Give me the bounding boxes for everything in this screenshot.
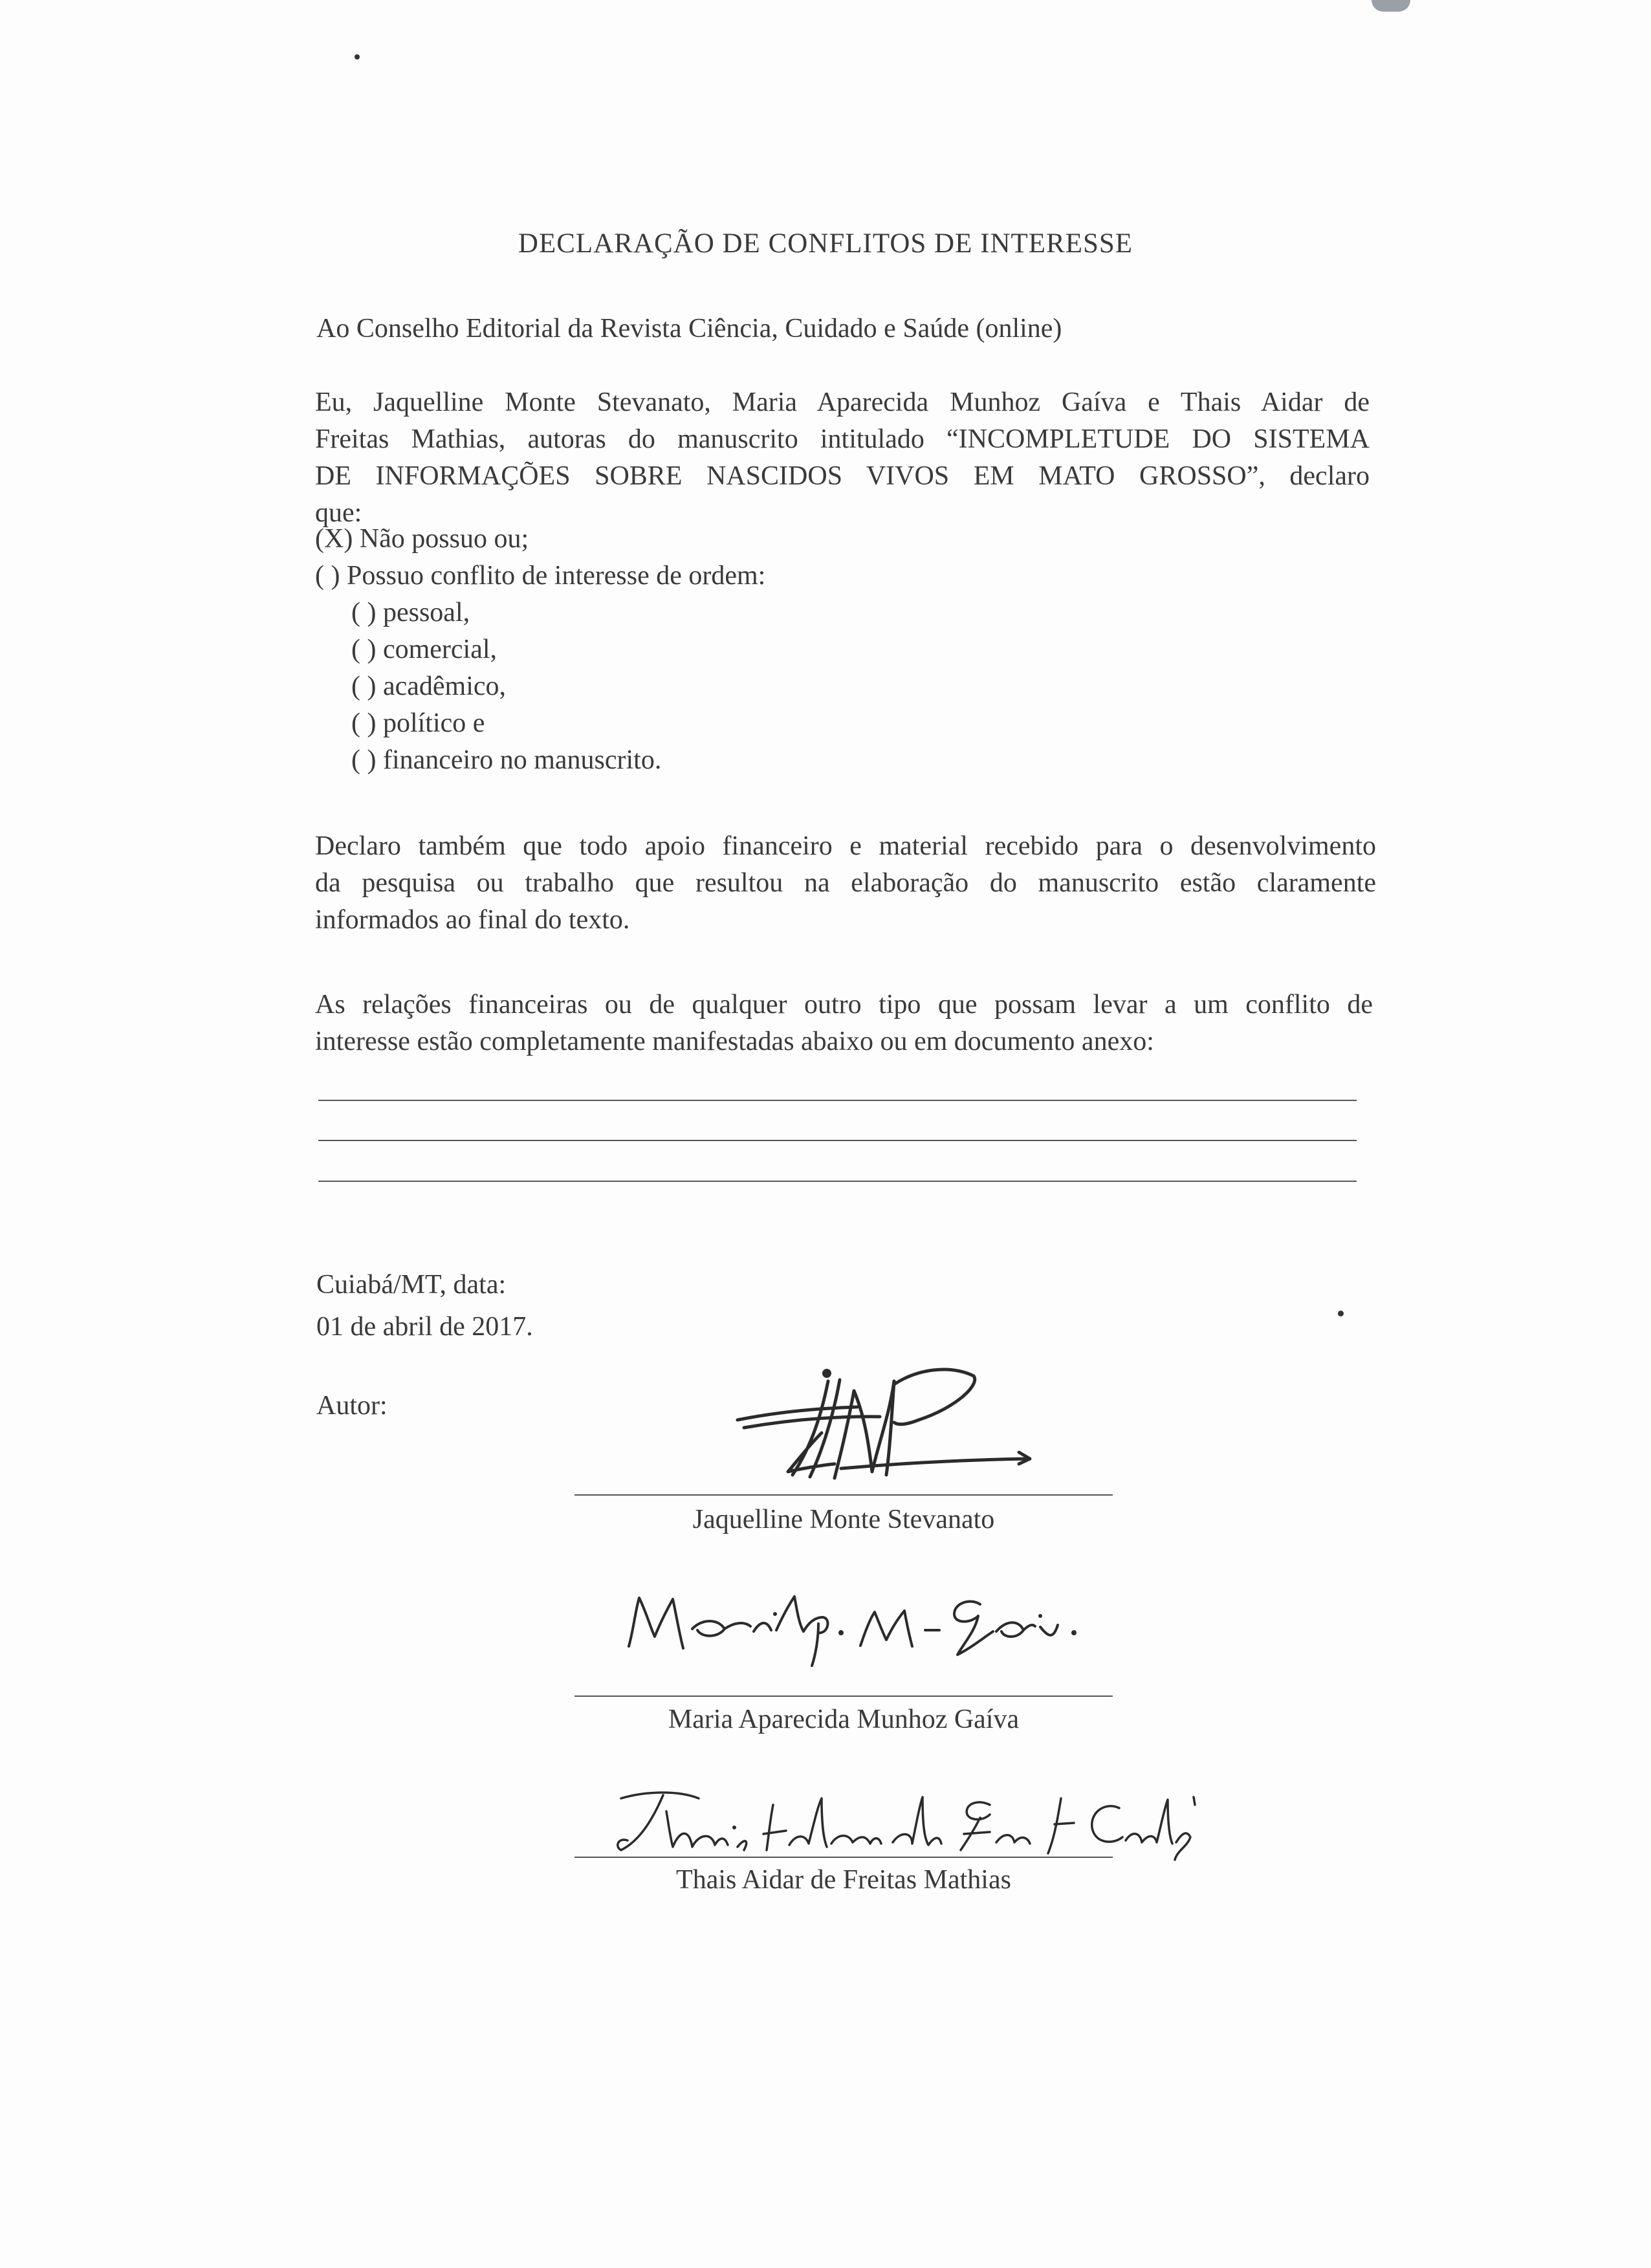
scan-speck [355,54,360,60]
sub-option-politico: ( ) político e [351,708,485,738]
signature-line [574,1696,1113,1697]
intro-line: DE INFORMAÇÕES SOBRE NASCIDOS VIVOS EM MATO GROSSO”, declaro [315,461,1370,491]
intro-line: Freitas Mathias, autoras do manuscrito intitulado “INCOMPLETUDE DO SISTEMA [315,424,1370,454]
addressee: Ao Conselho Editorial da Revista Ciência, Cuidado e Saúde (online) [316,314,1062,343]
signatory-name: Maria Aparecida Munhoz Gaíva [668,1705,1020,1734]
support-line: Declaro também que todo apoio financeiro e material recebido para o desenvolvimento [315,831,1376,861]
place-date-label: Cuiabá/MT, data: [316,1270,507,1300]
relations-paragraph [315,987,1373,1060]
signature-thais [608,1785,1210,1863]
intro-line: que: [315,498,362,528]
blank-fill-line [318,1181,1357,1182]
option-no-conflict: (X) Não possuo ou; [315,524,529,554]
support-paragraph [315,828,1376,939]
scan-speck [1338,1311,1344,1316]
option-has-conflict: ( ) Possuo conflito de interesse de ordem: [315,561,766,591]
support-line: informados ao final do texto. [315,905,630,935]
scan-speck [1372,0,1410,12]
document-title: DECLARAÇÃO DE CONFLITOS DE INTERESSE [518,228,1133,259]
signature-jaquelline [725,1355,1048,1485]
relations-line: As relações financeiras ou de qualquer outro tipo que possam levar a um conflito de [315,990,1373,1020]
intro-line: Eu, Jaquelline Monte Stevanato, Maria Aparecida Munhoz Gaíva e Thais Aidar de [315,387,1370,417]
author-label: Autor: [316,1391,388,1421]
relations-line: interesse estão completamente manifestadas abaixo ou em documento anexo: [315,1027,1154,1056]
signature-maria [621,1578,1087,1669]
blank-fill-line [318,1100,1357,1101]
date-value: 01 de abril de 2017. [316,1312,533,1342]
sub-option-comercial: ( ) comercial, [351,635,497,664]
blank-fill-line [318,1140,1357,1141]
sub-option-academico: ( ) acadêmico, [351,671,507,701]
signature-line [574,1857,1113,1858]
signatory-name: Jaquelline Monte Stevanato [692,1505,995,1534]
signatory-name: Thais Aidar de Freitas Mathias [676,1865,1011,1895]
intro-paragraph [315,384,1370,532]
support-line: da pesquisa ou trabalho que resultou na elaboração do manuscrito estão claramente [315,868,1376,898]
sub-option-financeiro: ( ) financeiro no manuscrito. [351,745,662,775]
signature-line [574,1494,1113,1496]
sub-option-pessoal: ( ) pessoal, [351,598,470,627]
